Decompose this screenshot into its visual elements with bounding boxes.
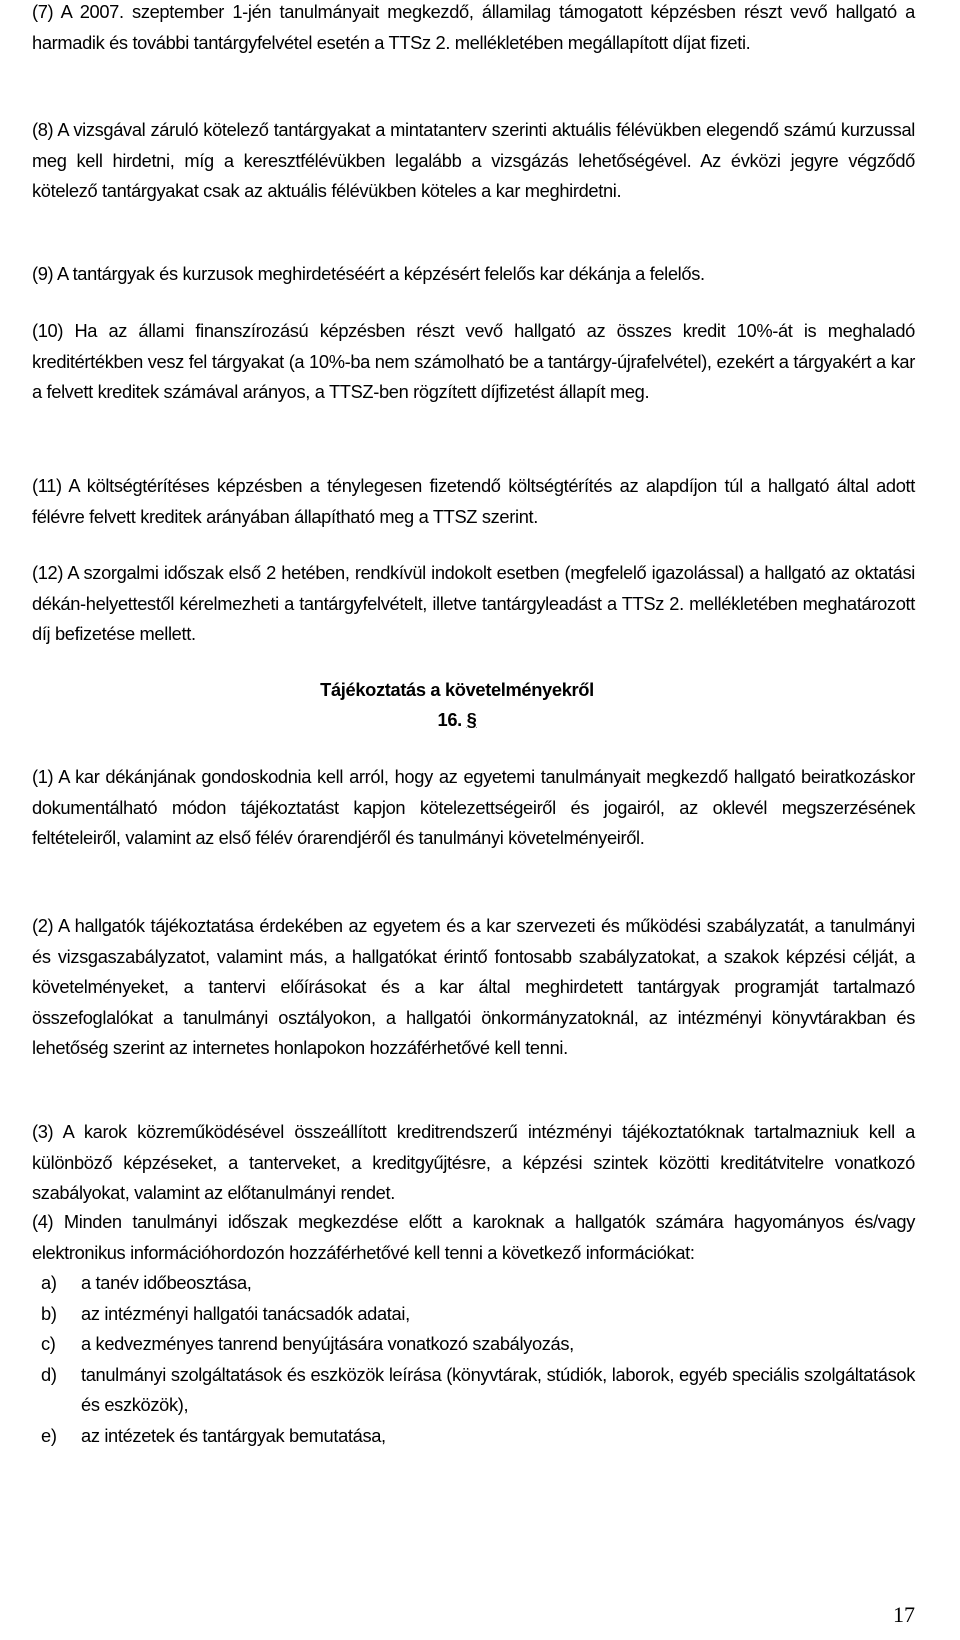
page-number: 17 <box>893 1602 915 1627</box>
section-paragraph-1: (1) A kar dékánjának gondoskodnia kell arról, hogy az egyetemi tanulmányait megkezdő hallgató beiratkozáskor dokumentálható módon tájékoztatást kapjon kötelezettségeiről és jogairól, az oklevél megszerzésének feltételeiről, valamint az első félév órarendjéről és tanulmányi követelményeiről. <box>32 766 915 848</box>
list-marker: b) <box>41 1302 57 1324</box>
paragraph-10: (10) Ha az állami finanszírozású képzésben részt vevő hallgató az összes kredit 10%-át is meghaladó kreditértékben vesz fel tárgyakat (a 10%-ba nem számolható be a tantárgy-újrafelvétel), ezekért a tárgyakért a kar a felvett kreditek számával arányos, a TTSZ-ben rögzített díjfizetést állapít meg. <box>32 320 915 402</box>
section-paragraph-2: (2) A hallgatók tájékoztatása érdekében az egyetem és a kar szervezeti és működési szabályzatát, a tanulmányi és vizsgaszabályzatot, valamint más, a hallgatókat érintő fontosabb szabályzatokat, a szakok képzési célját, a követelményeket, a tantervi előírásokat és a kar által meghirdetett tantárgyak programját tartalmazó összefoglalókat a tanulmányi osztályokon, a hallgatói önkormányzatoknál, az intézményi könyvtárakban és lehetőség szerint az internetes honlapokon hozzáférhetővé kell tenni. <box>32 915 915 1058</box>
list-marker: a) <box>41 1272 57 1293</box>
paragraph-7: (7) A 2007. szeptember 1-jén tanulmányait megkezdő, államilag támogatott képzésben részt vevő hallgató a harmadik és további tantárgyfelvétel esetén a TTSz 2. mellékletében megállapított díjat fizeti. <box>32 1 915 53</box>
list-marker: c) <box>41 1333 56 1354</box>
paragraph-11: (11) A költségtérítéses képzésben a ténylegesen fizetendő költségtérítés az alapdíjon túl a hallgató által adott félévre felvett kreditek arányában állapítható meg a TTSZ szerint. <box>32 475 915 527</box>
list-item-text: tanulmányi szolgáltatások és eszközök leírása (könyvtárak, stúdiók, laborok, egyéb speciális szolgáltatások és eszközök), <box>81 1363 915 1415</box>
paragraph-12: (12) A szorgalmi időszak első 2 hetében, rendkívül indokolt esetben (megfelelő igazolással) a hallgató az oktatási dékán-helyettestől kérelmezheti a tantárgyfelvételt, illetve tantárgyleadást a TTSz 2. mellékletében meghatározott díj befizetése mellett. <box>32 562 915 644</box>
list-item-text: a tanév időbeosztása, <box>81 1272 252 1293</box>
list-item-text: az intézményi hallgatói tanácsadók adatai, <box>81 1302 410 1324</box>
section-number-text: 16. <box>437 709 462 730</box>
list-item <box>32 1299 915 1330</box>
list-item <box>32 1268 915 1299</box>
list-item <box>32 1329 915 1360</box>
list-item-text: a kedvezményes tanrend benyújtására vonatkozó szabályozás, <box>81 1333 574 1354</box>
list-marker: e) <box>41 1424 57 1446</box>
list-item-text: az intézetek és tantárgyak bemutatása, <box>81 1424 386 1446</box>
paragraph-9: (9) A tantárgyak és kurzusok meghirdetéséért a képzésért felelős kar dékánja a felelős. <box>32 263 705 284</box>
list-marker: d) <box>41 1363 57 1385</box>
information-list <box>32 1268 915 1451</box>
section-paragraph-3: (3) A karok közreműködésével összeállított kreditrendszerű intézményi tájékoztatóknak tartalmazniuk kell a különböző képzéseket, a tanterveket, a kreditgyűjtésre, a képzési szintek közötti kreditátvitelre vonatkozó szabályokat, valamint az előtanulmányi rendet. <box>32 1121 915 1203</box>
paragraph-8: (8) A vizsgával záruló kötelező tantárgyakat a mintatanterv szerinti aktuális félévükben elegendő számú kurzussal meg kell hirdetni, míg a keresztfélévükben legalább a vizsgázás lehetőségével. Az évközi jegyre végződő kötelező tantárgyakat csak az aktuális félévükben köteles a kar meghirdetni. <box>32 119 915 201</box>
section-number <box>0 705 914 736</box>
section-symbol: § <box>466 709 477 730</box>
list-item <box>32 1360 915 1421</box>
list-item <box>32 1421 915 1452</box>
section-paragraph-4: (4) Minden tanulmányi időszak megkezdése előtt a karoknak a hallgatók számára hagyományos és/vagy elektronikus információhordozón hozzáférhetővé kell tenni a következő információkat: <box>32 1211 915 1263</box>
section-title: Tájékoztatás a követelményekről <box>320 679 594 700</box>
